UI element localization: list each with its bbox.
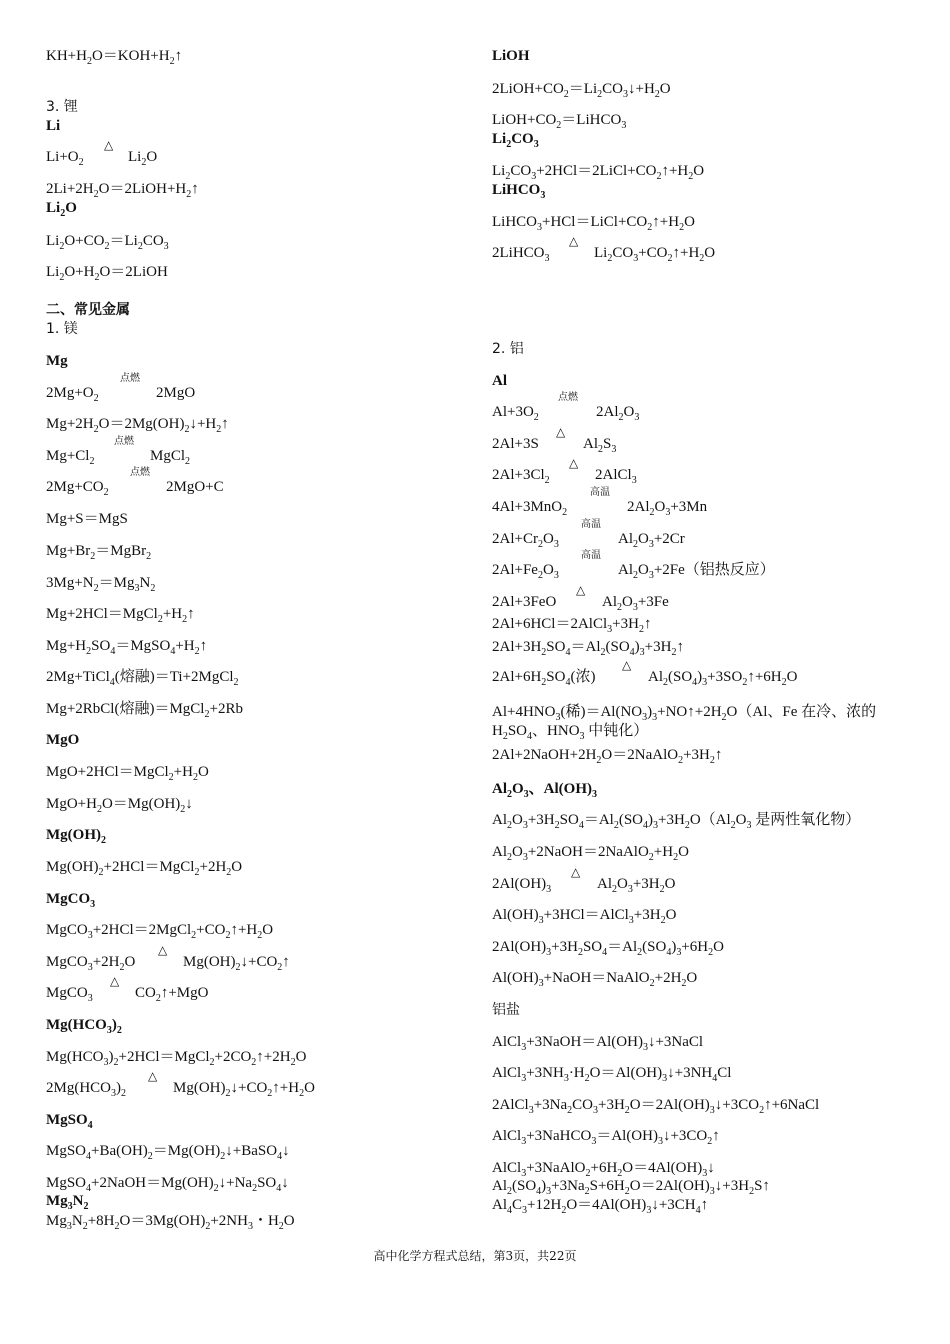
equation-line	[492, 638, 684, 656]
equation-line	[46, 1212, 295, 1230]
equation-text: $AlCl_3+3NaHCO_3=Al(OH)_3↓+3CO_2↑$	[492, 1128, 720, 1147]
equation-text: $MgSO_4+2NaOH=Mg(OH)_2↓+Na_2SO_4↓$	[46, 1175, 289, 1194]
equation-text: 4Al+3MnO$_2$	[492, 499, 568, 518]
section-heading	[492, 372, 507, 390]
reaction-condition: 点燃	[114, 436, 134, 447]
page-footer: 高中化学方程式总结，第3页，共22页	[373, 1249, 577, 1263]
subsection-title	[46, 320, 78, 338]
equation-text: $Mg+Cl_2$	[46, 448, 95, 467]
equation-note	[492, 703, 910, 741]
equation-text: $AlCl_3+3NH_3\cdot H_2O=Al(OH)_3↓+3NH_4Cl$	[492, 1065, 732, 1084]
chapter-heading	[46, 301, 130, 319]
equation-text: $Al_2O_3+3H_2SO_4=Al_2(SO_4)_3+3H_2O(Al_2O_3$ 是两性氧化物）	[492, 812, 861, 831]
equation-text: $LiOH+CO_2=LiHCO_3$	[492, 112, 627, 131]
equation-text: $Mg_3N_2$	[46, 1193, 89, 1212]
section-heading	[492, 780, 597, 798]
equation-text: $Mg+2H_2O=2Mg(OH)_2↓+H_2↑$	[46, 416, 229, 435]
reaction-products: $2Al_2O_3$	[596, 404, 640, 423]
equation-text: $Al(OH)_3+NaOH=NaAlO_2+2H_2O$	[492, 970, 698, 989]
reaction-condition: △	[158, 943, 168, 957]
equation-line	[46, 668, 239, 686]
equation-text: $2Al(OH)_3+3H_2SO_4=Al_2(SO_4)_3+6H_2O$	[492, 939, 724, 958]
equation-text: Mg	[46, 353, 68, 369]
section-heading	[46, 1111, 93, 1129]
equation-line	[492, 1033, 703, 1051]
reaction-condition: 高温	[590, 487, 610, 498]
equation-text: $2Mg(HCO_3)_2$	[46, 1080, 127, 1099]
reaction-condition: 高温	[581, 519, 601, 530]
reaction-products: 2AlCl$_3$	[595, 467, 637, 486]
equation-text: $2Al+6HCl=2AlCl_3+3H_2↑$	[492, 616, 652, 635]
section-heading	[46, 1192, 89, 1210]
equation-text: $2Al(OH)_3$	[492, 876, 552, 895]
equation-text: $Li_2CO_3+2HCl=2LiCl+CO_2↑+H_2O$	[492, 163, 705, 182]
equation-line	[46, 574, 155, 592]
reaction-products: $Al_2O_3+2Fe$（铝热反应）	[618, 562, 775, 581]
reaction-products: MgCl$_2$	[150, 448, 191, 467]
equation-line	[46, 436, 191, 467]
reaction-condition: △	[110, 974, 120, 988]
equation-line	[46, 138, 158, 168]
reaction-products: $Al_2S_3$	[583, 436, 617, 455]
reaction-products: $Mg(OH)_2↓+CO_2↑+H_2O$	[173, 1080, 315, 1099]
reaction-condition: 点燃	[130, 467, 150, 478]
equation-text: $2Al+Fe_2O_3$	[492, 562, 559, 581]
reaction-products: $Li_2CO_3+CO_2↑+H_2O$	[594, 245, 716, 264]
equation-text: $2AlCl_3+3Na_2CO_3+3H_2O=2Al(OH)_3↓+3CO_2↑+6NaCl$	[492, 1097, 820, 1116]
equation-text: $Li_2O+H_2O=2LiOH$	[46, 264, 168, 283]
equation-line	[492, 843, 689, 861]
equation-text: $KH+H_2O=KOH+H_2↑$	[46, 48, 183, 67]
equation-line	[492, 615, 651, 633]
equation-line	[492, 487, 708, 518]
reaction-condition: △	[569, 456, 579, 470]
equation-line	[492, 1177, 770, 1195]
reaction-products: $Al_2O_3+3Fe$	[602, 594, 669, 613]
equation-line	[492, 392, 640, 423]
equation-line	[492, 865, 676, 895]
reaction-products: 2MgO+C	[166, 479, 224, 495]
equation-text: 2Al+3FeO	[492, 594, 557, 610]
equation-text: 二、常见金属	[46, 302, 130, 318]
equation-text: 铝盐	[492, 1002, 520, 1018]
equation-line	[492, 456, 637, 486]
section-heading	[46, 731, 79, 749]
reaction-products: $2Al_2O_3+3Mn$	[627, 499, 708, 518]
reaction-products: $Li_2O$	[128, 149, 158, 168]
equation-text: $Li_2O$	[46, 200, 77, 219]
equation-text: $LiHCO_3+HCl=LiCl+CO_2↑+H_2O$	[492, 214, 695, 233]
equation-text: $Al+3O_2$	[492, 404, 539, 423]
equation-text: $2Al+6H_2SO_4$(浓)	[492, 669, 596, 688]
equation-text: 3. 锂	[46, 99, 78, 115]
equation-text: $Al_2O_3$、$Al(OH)_3$	[492, 781, 597, 800]
equation-line	[46, 47, 182, 65]
equation-line	[492, 80, 671, 98]
subsection-title	[46, 98, 78, 116]
equation-text: $MgSO_4+Ba(OH)_2=Mg(OH)_2↓+BaSO_4↓$	[46, 1143, 290, 1162]
equation-text: LiHCO$_3$	[492, 182, 546, 201]
equation-line	[46, 700, 243, 718]
section-heading	[492, 47, 530, 65]
equation-text: $Mg+H_2SO_4=MgSO_4+H_2↑$	[46, 638, 208, 657]
equation-text: $Mg+Br_2=MgBr_2$	[46, 543, 152, 562]
equation-line	[492, 746, 722, 764]
equation-text: $Mg(OH)_2+2HCl=MgCl_2+2H_2O$	[46, 859, 243, 878]
equation-line	[492, 550, 775, 581]
reaction-condition: △	[556, 425, 566, 439]
equation-line	[46, 373, 196, 404]
equation-line	[46, 858, 242, 876]
reaction-products: $Al_2(SO_4)_3+3SO_2↑+6H_2O$	[648, 669, 798, 688]
reaction-condition: 点燃	[558, 392, 578, 403]
equation-line	[46, 974, 209, 1004]
equation-text: $2Al+3Cl_2$	[492, 467, 550, 486]
section-heading	[46, 352, 68, 370]
reaction-products: 2MgO	[156, 385, 196, 401]
equation-text: $Mg(OH)_2$	[46, 827, 106, 846]
section-heading	[46, 117, 60, 135]
equation-text: $MgCO_3+2H_2O$	[46, 954, 136, 973]
equation-text: $Li_2O+CO_2=Li_2CO_3$	[46, 233, 169, 252]
reaction-condition: 高温	[581, 550, 601, 561]
equation-text: $2Al+2NaOH+2H_2O=2NaAlO_2+3H_2↑$	[492, 747, 723, 766]
equation-line	[492, 658, 798, 688]
equation-text: $Al(OH)_3+3HCl=AlCl_3+3H_2O$	[492, 907, 677, 926]
equation-text: MgO	[46, 732, 80, 748]
equation-line	[492, 906, 676, 924]
reaction-condition: △	[148, 1069, 158, 1083]
reaction-condition: △	[571, 865, 581, 879]
equation-line	[492, 583, 669, 613]
equation-text: 2LiHCO$_3$	[492, 245, 550, 264]
equation-line	[46, 1174, 289, 1192]
equation-line	[46, 605, 195, 623]
equation-text: Mg+2RbCl(熔融)＝MgCl$_2$+2Rb	[46, 701, 243, 720]
equation-text: $Al_2(SO_4)_3+3Na_2S+6H_2O=2Al(OH)_3↓+3H_2S↑$	[492, 1178, 770, 1197]
equation-line	[46, 510, 128, 528]
reaction-condition: △	[576, 583, 586, 597]
equation-line	[46, 921, 273, 939]
equation-line	[46, 943, 290, 973]
equation-line	[492, 938, 724, 956]
equation-line	[46, 1069, 315, 1099]
equation-text: $Li+O_2$	[46, 149, 84, 168]
equation-line	[46, 795, 193, 813]
equation-text: $AlCl_3+3NaOH=Al(OH)_3↓+3NaCl$	[492, 1034, 704, 1053]
equation-line	[492, 234, 716, 264]
section-heading	[46, 199, 77, 217]
equation-text: $2Al+3H_2SO_4=Al_2(SO_4)_3+3H_2↑$	[492, 639, 684, 658]
equation-line	[492, 519, 685, 550]
equation-line	[46, 180, 199, 198]
reaction-products: $CO_2↑+MgO$	[135, 985, 209, 1004]
equation-line	[492, 1196, 708, 1214]
reaction-condition: △	[569, 234, 579, 248]
section-heading	[46, 1016, 122, 1034]
reaction-condition: △	[104, 138, 114, 152]
equation-line	[46, 263, 168, 281]
equation-text: $2Al+Cr_2O_3$	[492, 531, 559, 550]
equation-text: $2Mg+O_2$	[46, 385, 99, 404]
equation-text: $Mg_3N_2+8H_2O=3Mg(OH)_2+2NH_3$・$H_2O$	[46, 1213, 295, 1232]
equation-text: $MgO+H_2O=Mg(OH)_2↓$	[46, 796, 193, 815]
equation-text: MgSO$_4$	[46, 1112, 93, 1131]
equation-text: 2Al+3S	[492, 436, 539, 452]
subsection-title	[492, 1001, 520, 1019]
equation-line	[46, 467, 224, 498]
equation-text: $Mg+2HCl=MgCl_2+H_2↑$	[46, 606, 195, 625]
reaction-products: $Al_2O_3+3H_2O$	[597, 876, 676, 895]
equation-line	[46, 232, 169, 250]
equation-line	[492, 969, 697, 987]
section-heading	[46, 826, 106, 844]
equation-text: $Li_2CO_3$	[492, 131, 539, 150]
reaction-products: $Al_2O_3+2Cr$	[618, 531, 685, 550]
equation-line	[492, 1127, 720, 1145]
equation-text: $Al+4HNO_3$(稀)$=Al(NO_3)_3+NO↑+2H_2O(Al$、Fe 在冷、浓的 $H_2SO_4$、$HNO_3$ 中钝化）	[492, 704, 877, 742]
equation-text: $AlCl_3+3NaAlO_2+6H_2O=4Al(OH)_3↓$	[492, 1160, 715, 1179]
equation-line	[492, 111, 626, 129]
equation-text: 2. 铝	[492, 341, 524, 357]
equation-text: $2Mg+CO_2$	[46, 479, 109, 498]
subsection-title	[492, 340, 524, 358]
equation-text: $3Mg+N_2=Mg_3N_2$	[46, 575, 156, 594]
equation-text: LiOH	[492, 48, 530, 64]
section-heading	[492, 181, 545, 199]
equation-line	[492, 1064, 731, 1082]
equation-line	[46, 542, 151, 560]
equation-line	[492, 425, 617, 455]
equation-line	[492, 811, 860, 829]
equation-line	[492, 213, 695, 231]
reaction-products: $Mg(OH)_2↓+CO_2↑$	[183, 954, 290, 973]
equation-line	[46, 763, 209, 781]
reaction-condition: △	[622, 658, 632, 672]
section-heading	[46, 890, 95, 908]
equation-text: 1. 镁	[46, 321, 78, 337]
equation-text: MgCO$_3$	[46, 891, 96, 910]
equation-text: 2Mg+TiCl$_4$(熔融)＝Ti+2MgCl$_2$	[46, 669, 239, 688]
equation-line	[492, 162, 704, 180]
equation-text: $Mg(HCO_3)_2$	[46, 1017, 122, 1036]
equation-line	[46, 415, 229, 433]
equation-text: Al	[492, 373, 507, 389]
equation-text: $2Li+2H_2O=2LiOH+H_2↑$	[46, 181, 199, 200]
equation-line	[46, 637, 207, 655]
equation-text: $Al_4C_3+12H_2O=4Al(OH)_3↓+3CH_4↑$	[492, 1197, 709, 1216]
equation-line	[492, 1159, 715, 1177]
equation-text: Li	[46, 118, 61, 134]
equation-text: Mg+S＝MgS	[46, 511, 128, 527]
equation-text: $MgCO_3+2HCl=2MgCl_2+CO_2↑+H_2O$	[46, 922, 274, 941]
equation-text: $Mg(HCO_3)_2+2HCl=MgCl_2+2CO_2↑+2H_2O$	[46, 1049, 307, 1068]
equation-line	[46, 1048, 306, 1066]
section-heading	[492, 130, 539, 148]
equation-text: MgCO$_3$	[46, 985, 93, 1004]
equation-text: $2LiOH+CO_2=Li_2CO_3↓+H_2O$	[492, 81, 671, 100]
equation-text: $MgO+2HCl=MgCl_2+H_2O$	[46, 764, 209, 783]
equation-line	[492, 1096, 819, 1114]
reaction-condition: 点燃	[120, 373, 140, 384]
equation-text: $Al_2O_3+2NaOH=2NaAlO_2+H_2O$	[492, 844, 689, 863]
equation-line	[46, 1142, 290, 1160]
